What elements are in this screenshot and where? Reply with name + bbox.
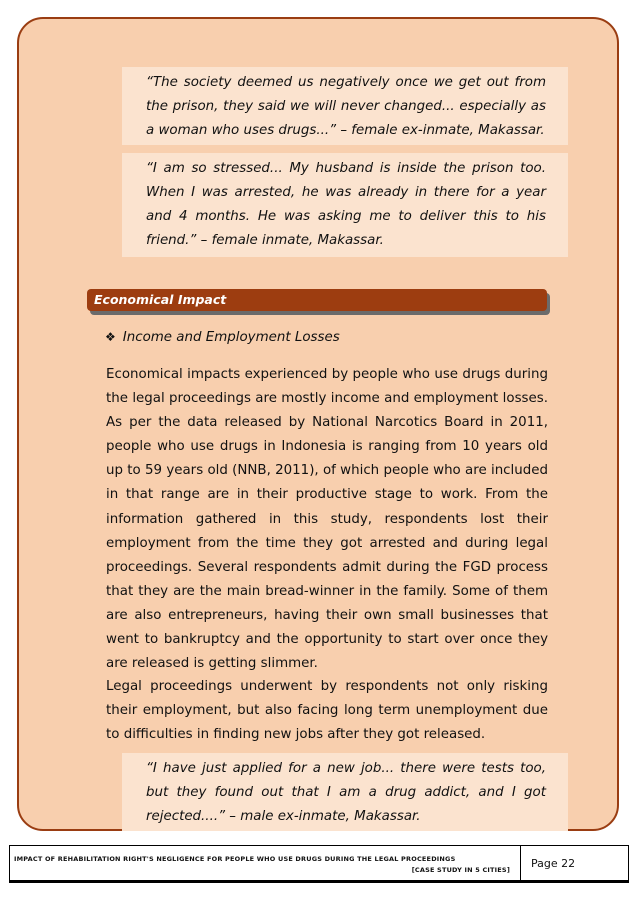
- quote-box: [122, 153, 568, 257]
- quote-box: [122, 67, 568, 145]
- section-heading-bar: [87, 289, 547, 311]
- footer-divider: [520, 846, 521, 880]
- footer-title: [14, 854, 510, 876]
- body-paragraph: Economical impacts experienced by people who use drugs during the legal proceedings are mostly income and employment losses. As per the data released by National Narcotics Board in 2011, people who use drugs in Indonesia is ranging from 10 years old up to 59 years old (NNB, 2011), of which people who are included in that range are in their productive stage to work. From the information gathered in this study, respondents lost their employment from the time they got arrested and during legal proceedings. Several respondents admit during the FGD process that they are the main bread-winner in the family. Some of them are also entrepreneurs, having their own small businesses that went to bankruptcy and the opportunity to start over once they are released is getting slimmer.: [106, 367, 548, 672]
- diamond-bullet-icon: ❖: [105, 330, 116, 344]
- quote-box: [122, 753, 568, 831]
- quote-text: “I have just applied for a new job... there were tests too, but they found out that I am a drug addict, and I got rejected....” – male ex-inmate, Makassar.: [146, 761, 546, 824]
- quote-text: “The society deemed us negatively once we get out from the prison, they said we will never changed... especially as a woman who uses drugs...” – female ex-inmate, Makassar.: [146, 75, 546, 138]
- section-title: Economical Impact: [94, 292, 227, 307]
- quote-text: “I am so stressed... My husband is inside the prison too. When I was arrested, he was already in there for a year and 4 months. He was asking me to deliver this to his friend.” – female inmate, Makassar.: [146, 161, 546, 248]
- body-paragraph: Legal proceedings underwent by respondents not only risking their employment, but also facing long term unemployment due to difficulties in finding new jobs after they got released.: [106, 679, 548, 743]
- page-number: Page 22: [531, 857, 576, 870]
- footer-title-line2: [CASE STUDY IN 5 CITIES]: [411, 866, 510, 874]
- footer-title-line1: IMPACT OF REHABILITATION RIGHT'S NEGLIGENCE FOR PEOPLE WHO USE DRUGS DURING THE LEGAL PROCEEDINGS: [14, 855, 456, 863]
- page-footer: [9, 845, 629, 883]
- subheading-text: Income and Employment Losses: [122, 330, 340, 345]
- subheading: [105, 327, 340, 348]
